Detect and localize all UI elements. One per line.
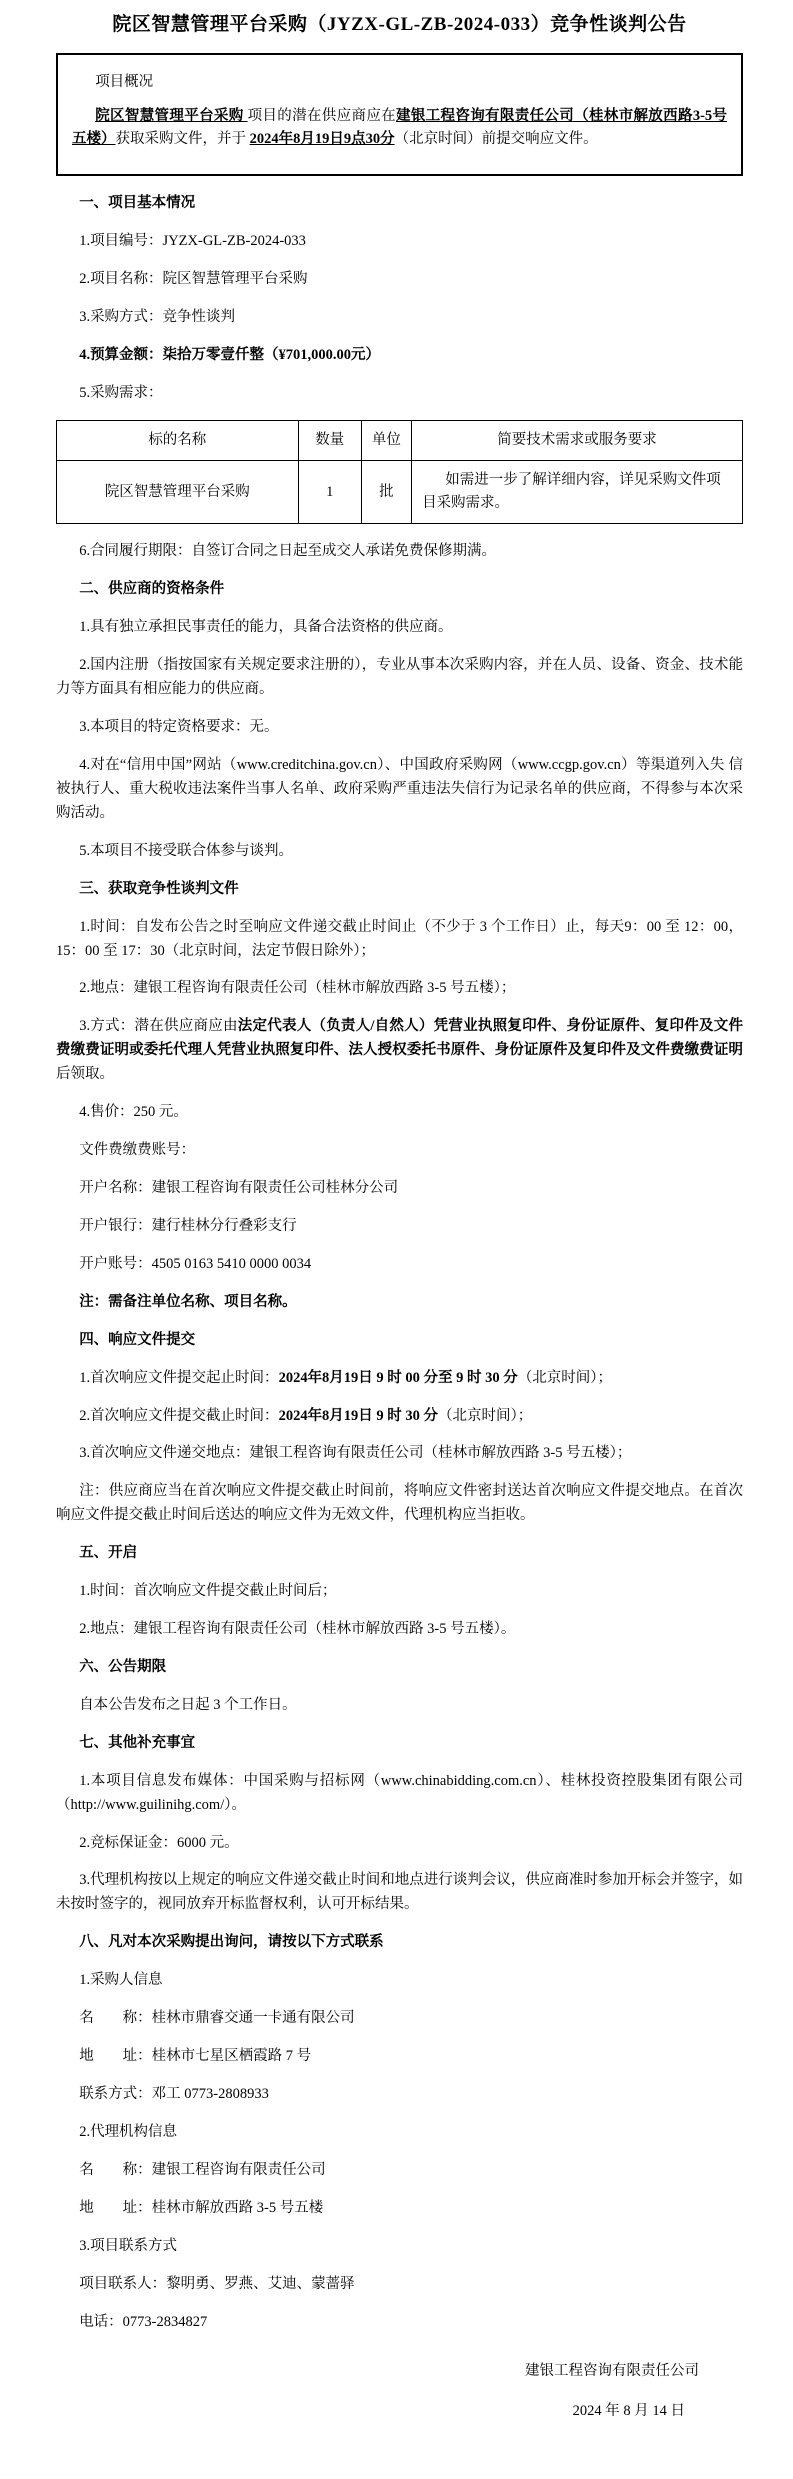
text-run: 四、响应文件提交 [79, 1331, 196, 1348]
paragraph [56, 1405, 743, 1429]
text-run: 院区智慧管理平台采购 [95, 107, 248, 124]
text-run: （北京时间）前提交响应文件。 [394, 131, 598, 148]
text-run: 获取采购文件，并于 [115, 131, 250, 148]
paragraph [56, 616, 743, 640]
text-run: 2.国内注册（指按国家有关规定要求注册的），专业从事本次采购内容，并在人员、设备、资金、技术能力等方面具有相应能力的供应商。 [56, 657, 743, 698]
text-run: 1.具有独立承担民事责任的能力，具备合法资格的供应商。 [79, 619, 453, 636]
paragraph [56, 1832, 743, 1856]
table-header-row [57, 420, 743, 460]
text-run: 2.首次响应文件提交截止时间： [79, 1407, 279, 1424]
text-run: 项目的潜在供应商应在 [247, 107, 396, 124]
text-run: 地 址：桂林市七星区栖霞路 7 号 [79, 2048, 312, 2065]
text-run: 文件费缴费账号： [79, 1142, 196, 1159]
text-run: 3.方式：潜在供应商应由 [79, 1018, 238, 1035]
text-run: 开户银行：建行桂林分行叠彩支行 [79, 1217, 297, 1234]
text-run: 1.首次响应文件提交起止时间： [79, 1369, 279, 1386]
paragraph [56, 382, 743, 406]
section-heading [56, 578, 743, 602]
paragraph [56, 2045, 743, 2069]
text-run: 2024年8月19日 9 时 30 分 [278, 1407, 439, 1424]
section-heading [56, 878, 743, 902]
paragraph [56, 1694, 743, 1718]
text-run: 4.售价：250 元。 [79, 1104, 188, 1121]
paragraph [56, 1869, 743, 1917]
paragraph [56, 268, 743, 292]
text-run: 2.代理机构信息 [79, 2123, 178, 2140]
paragraph [56, 1367, 743, 1391]
paragraph [56, 1253, 743, 1277]
text-run: 2.项目名称：院区智慧管理平台采购 [79, 271, 308, 288]
text-run: 二、供应商的资格条件 [79, 581, 225, 598]
signature-block [56, 2360, 743, 2422]
text-run: 2.地点：建银工程咨询有限责任公司（桂林市解放西路 3-5 号五楼）。 [79, 1621, 516, 1638]
table-cell: 院区智慧管理平台采购 [57, 461, 299, 524]
text-run: 八、凡对本次采购提出询问，请按以下方式联系 [79, 1934, 384, 1951]
text-run: 七、其他补充事宜 [79, 1734, 196, 1751]
paragraph [56, 1215, 743, 1239]
section-heading [56, 1542, 743, 1566]
paragraph [56, 2235, 743, 2259]
table-cell: 如需进一步了解详细内容，详见采购文件项目采购需求。 [412, 461, 743, 524]
paragraph [56, 754, 743, 826]
table-header-cell: 数量 [298, 420, 361, 460]
text-run: 3.采购方式：竞争性谈判 [79, 309, 236, 326]
text-run: 注：供应商应当在首次响应文件提交截止时间前，将响应文件密封送达首次响应文件提交地点。在首次响应文件提交截止时间后送达的响应文件为无效文件，代理机构应当拒收。 [56, 1483, 743, 1524]
paragraph [56, 977, 743, 1001]
text-run: 名 称：建银工程咨询有限责任公司 [79, 2161, 326, 2178]
text-run: 项目联系人：黎明勇、罗燕、艾迪、蒙蔷驿 [79, 2275, 355, 2292]
text-run: 法定代表人（负责人/自然人）凭营业执照复印件、身份证原件、复印件及文件费缴费证明或委托代理人凭营业执照复印件、法人授权委托书原件、身份证原件及复印件及文件费缴费证明 [56, 1018, 744, 1059]
section-heading [56, 1931, 743, 1955]
text-run: 4.对在“信用中国”网站（www.creditchina.gov.cn）、中国政府采购网（www.ccgp.gov.cn）等渠道列入失 信被执行人、重大税收违法案件当事人名单、政府采购严重违法失信行为记录名单的供应商，不得参与本次采购活动。 [56, 756, 743, 821]
page-title: 院区智慧管理平台采购（JYZX-GL-ZB-2024-033）竞争性谈判公告 [112, 14, 687, 35]
paragraph [56, 2273, 743, 2297]
text-run: 3.项目联系方式 [79, 2237, 178, 2254]
paragraph [56, 916, 743, 964]
section-heading [56, 1732, 743, 1756]
paragraph [56, 1969, 743, 1993]
paragraph [56, 2083, 743, 2107]
text-run: 6.合同履行期限：自签订合同之日起至成交人承诺免费保修期满。 [79, 543, 497, 560]
paragraph [56, 344, 743, 368]
text-run: 电话：0773-2834827 [79, 2313, 208, 2330]
text-run: 1.时间：首次响应文件提交截止时间后； [79, 1583, 337, 1600]
requirements-table [56, 420, 743, 525]
paragraph [56, 2121, 743, 2145]
text-run: 五、开启 [79, 1545, 138, 1562]
paragraph [56, 2311, 743, 2335]
text-run: 开户名称：建银工程咨询有限责任公司桂林分公司 [79, 1179, 399, 1196]
text-run: 2024年8月19日9点30分 [249, 131, 395, 148]
paragraph [56, 2007, 743, 2031]
overview-paragraph [72, 105, 727, 153]
paragraph [56, 1770, 743, 1818]
document-body [56, 192, 743, 2334]
text-run: 建银工程咨询有限责任公司（桂林市解放西路3-5号五楼） [72, 107, 728, 148]
paragraph [56, 1480, 743, 1528]
paragraph [56, 1618, 743, 1642]
paragraph [56, 1580, 743, 1604]
section-heading [56, 192, 743, 216]
text-run: 名 称：桂林市鼎睿交通一卡通有限公司 [79, 2010, 355, 2027]
paragraph [56, 716, 743, 740]
section-heading [56, 1656, 743, 1680]
text-run: 5.本项目不接受联合体参与谈判。 [79, 842, 294, 859]
text-run: 3.本项目的特定资格要求：无。 [79, 719, 279, 736]
signature-date: 2024 年 8 月 14 日 [572, 2402, 685, 2419]
section-heading [56, 1329, 743, 1353]
paragraph [56, 1101, 743, 1125]
paragraph [56, 654, 743, 702]
table-cell: 1 [298, 461, 361, 524]
text-run: 一、项目基本情况 [79, 195, 196, 212]
text-run: 2.地点：建银工程咨询有限责任公司（桂林市解放西路 3-5 号五楼）； [79, 980, 516, 997]
text-run: （北京时间）； [517, 1369, 613, 1386]
text-run: 地 址：桂林市解放西路 3-5 号五楼 [79, 2199, 324, 2216]
text-run: 1.本项目信息发布媒体：中国采购与招标网（www.chinabidding.com.cn）、桂林投资控股集团有限公司 （http://www.guilinihg.com/）。 [56, 1772, 743, 1813]
table-header-cell: 简要技术需求或服务要求 [412, 420, 743, 460]
text-run: 开户账号：4505 0163 5410 0000 0034 [79, 1255, 312, 1272]
table-row [57, 461, 743, 524]
paragraph [56, 1442, 743, 1466]
text-run: 1.项目编号：JYZX-GL-ZB-2024-033 [79, 233, 306, 250]
paragraph [56, 540, 743, 564]
paragraph [56, 1291, 743, 1315]
text-run: 自本公告发布之日起 3 个工作日。 [79, 1696, 297, 1713]
text-run: 后领取。 [56, 1066, 114, 1083]
text-run: 六、公告期限 [79, 1658, 167, 1675]
paragraph [56, 2197, 743, 2221]
text-run: 1.采购人信息 [79, 1972, 163, 1989]
overview-label: 项目概况 [95, 73, 154, 90]
text-run: 联系方式：邓工 0773-2808933 [79, 2086, 269, 2103]
text-run: 注：需备注单位名称、项目名称。 [79, 1293, 297, 1310]
table-header-cell: 标的名称 [57, 420, 299, 460]
text-run: 2024年8月19日 9 时 00 分至 9 时 30 分 [278, 1369, 518, 1386]
text-run: 4.预算金额：柒拾万零壹仟整（¥701,000.00元） [79, 347, 381, 364]
text-run: 3.首次响应文件递交地点：建银工程咨询有限责任公司（桂林市解放西路 3-5 号五楼）； [79, 1445, 632, 1462]
paragraph [56, 1177, 743, 1201]
text-run: 三、获取竞争性谈判文件 [79, 880, 239, 897]
paragraph [56, 1139, 743, 1163]
project-overview-box [56, 53, 743, 177]
paragraph [56, 306, 743, 330]
paragraph [56, 1015, 743, 1087]
table-header-cell: 单位 [361, 420, 411, 460]
text-run: 5.采购需求： [79, 384, 163, 401]
text-run: （北京时间）； [438, 1407, 533, 1424]
text-run: 2.竞标保证金：6000 元。 [79, 1834, 239, 1851]
signature-company: 建银工程咨询有限责任公司 [525, 2363, 699, 2380]
paragraph [56, 230, 743, 254]
paragraph [56, 2159, 743, 2183]
text-run: 3.代理机构按以上规定的响应文件递交截止时间和地点进行谈判会议，供应商准时参加开标会并签字，如未按时签字的，视同放弃开标监督权利，认可开标结果。 [56, 1872, 743, 1913]
table-cell: 批 [361, 461, 411, 524]
text-run: 1.时间：自发布公告之时至响应文件递交截止时间止（不少于 3 个工作日）止，每天9：00 至 12：00，15：00 至 17：30（北京时间，法定节假日除外）； [56, 918, 743, 959]
paragraph [56, 840, 743, 864]
